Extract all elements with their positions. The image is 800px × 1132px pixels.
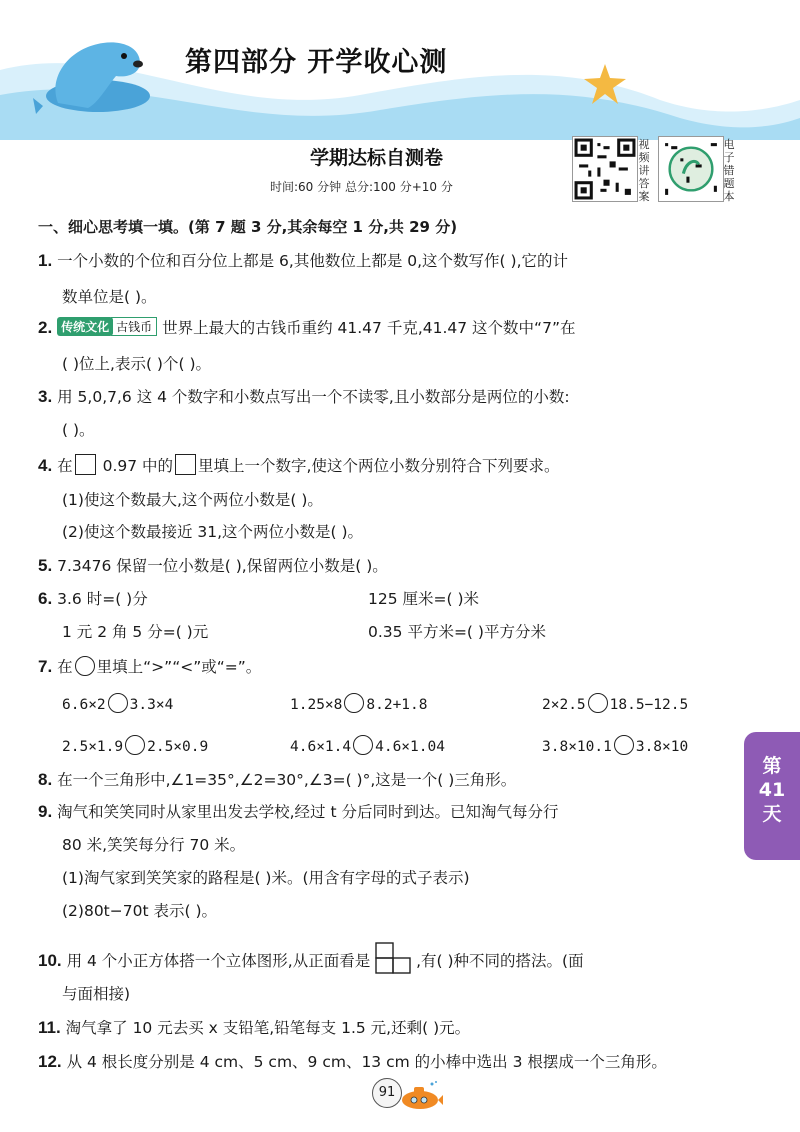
section-heading: 一、细心思考填一填。(第 7 题 3 分,其余每空 1 分,共 29 分) xyxy=(38,218,458,236)
question-9 xyxy=(38,800,559,822)
submarine-icon xyxy=(398,1080,444,1112)
question-text: 淘气拿了 10 元去买 x 支铅笔,铅笔每支 1.5 元,还剩( )元。 xyxy=(65,1019,471,1037)
question-9-line2: 80 米,笑笑每分行 70 米。 xyxy=(62,836,246,854)
compare-circle[interactable] xyxy=(125,735,145,755)
qr1-caption-char: 答 xyxy=(638,177,650,190)
compare-circle[interactable] xyxy=(614,735,634,755)
question-4 xyxy=(38,454,559,476)
question-text: 7.3476 保留一位小数是( ),保留两位小数是( )。 xyxy=(57,557,388,575)
compare-right: 3.8×10 xyxy=(635,739,689,755)
question-text: 淘气和笑笑同时从家里出发去学校,经过 t 分后同时到达。已知淘气每分行 xyxy=(57,803,559,821)
question-text: ,有( )种不同的搭法。(面 xyxy=(416,952,584,970)
qr1-caption-char: 频 xyxy=(638,151,650,164)
qr2-caption-char: 题 xyxy=(723,177,735,190)
day-side-tab xyxy=(744,732,800,860)
question-text: 世界上最大的古钱币重约 41.47 千克,41.47 这个数中“7”在 xyxy=(162,319,576,337)
qr2-caption-char: 电 xyxy=(723,138,735,151)
question-number: 2. xyxy=(38,318,53,337)
qr-code-video-answers[interactable] xyxy=(572,136,638,202)
qr2-caption-char: 本 xyxy=(723,190,735,203)
compare-circle[interactable] xyxy=(344,693,364,713)
compare-left: 6.6×2 xyxy=(62,697,106,713)
question-9-sub1: (1)淘气家到笑笑家的路程是( )米。(用含有字母的式子表示) xyxy=(62,869,470,887)
question-number: 8. xyxy=(38,770,53,789)
qr1-caption-char: 讲 xyxy=(638,164,650,177)
qr1-caption-char: 视 xyxy=(638,138,650,151)
page-number: 91 xyxy=(372,1078,402,1108)
question-number: 6. xyxy=(38,589,53,608)
compare-right: 8.2+1.8 xyxy=(366,697,428,713)
compare-left: 2×2.5 xyxy=(542,697,586,713)
compare-item xyxy=(542,735,688,755)
side-tab-char: 41 xyxy=(758,779,786,801)
side-tab-char: 第 xyxy=(762,755,782,777)
question-number: 7. xyxy=(38,657,53,676)
compare-right: 4.6×1.04 xyxy=(375,739,445,755)
question-12 xyxy=(38,1050,667,1072)
question-8 xyxy=(38,768,516,790)
question-6-b: 125 厘米=( )米 xyxy=(368,590,480,608)
compare-left: 1.25×8 xyxy=(290,697,343,713)
compare-item xyxy=(62,693,173,713)
compare-right: 3.3×4 xyxy=(129,697,174,713)
question-text: 一个小数的个位和百分位上都是 6,其他数位上都是 0,这个数写作( ),它的计 xyxy=(57,252,569,270)
question-4-sub2: (2)使这个数最接近 31,这个两位小数是( )。 xyxy=(62,523,364,541)
culture-tag: 传统文化 xyxy=(57,317,113,336)
compare-left: 3.8×10.1 xyxy=(542,739,612,755)
question-number: 9. xyxy=(38,802,53,821)
question-text: 在 xyxy=(57,457,73,475)
compare-circle xyxy=(75,656,95,676)
coin-tag: 古钱币 xyxy=(111,317,157,336)
compare-right: 2.5×0.9 xyxy=(147,739,209,755)
question-number: 5. xyxy=(38,556,53,575)
question-text: 0.97 中的 xyxy=(102,457,174,475)
question-1 xyxy=(38,249,568,271)
question-text: 在一个三角形中,∠1=35°,∠2=30°,∠3=( )°,这是一个( )三角形。 xyxy=(57,771,517,789)
question-number: 11. xyxy=(38,1018,61,1037)
compare-item xyxy=(542,693,688,713)
question-number: 1. xyxy=(38,251,53,270)
qr-code-error-book[interactable] xyxy=(658,136,724,202)
side-tab-char: 天 xyxy=(762,803,782,825)
compare-circle[interactable] xyxy=(353,735,373,755)
answer-box[interactable] xyxy=(75,454,96,475)
question-11 xyxy=(38,1016,470,1038)
question-1-line2: 数单位是( )。 xyxy=(62,288,157,306)
question-7 xyxy=(38,655,261,677)
compare-right: 18.5−12.5 xyxy=(609,697,689,713)
compare-circle[interactable] xyxy=(108,693,128,713)
question-10 xyxy=(38,942,584,974)
question-5 xyxy=(38,554,388,576)
banner-title: 第四部分 开学收心测 xyxy=(185,47,448,78)
question-3-line2: ( )。 xyxy=(62,421,95,439)
question-10-line2: 与面相接) xyxy=(62,985,131,1003)
front-view-figure xyxy=(375,942,411,974)
qr1-caption-char: 案 xyxy=(638,190,650,203)
starfish-icon xyxy=(582,62,628,106)
question-2-line2: ( )位上,表示( )个( )。 xyxy=(62,355,211,373)
compare-item xyxy=(62,735,208,755)
qr2-caption-char: 错 xyxy=(723,164,735,177)
compare-left: 2.5×1.9 xyxy=(62,739,124,755)
question-text: 里填上“>”“<”或“=”。 xyxy=(96,658,262,676)
compare-item xyxy=(290,693,428,713)
compare-item xyxy=(290,735,445,755)
question-number: 12. xyxy=(38,1052,62,1071)
seal-mascot-icon xyxy=(28,18,158,118)
question-text: 用 5,0,7,6 这 4 个数字和小数点写出一个不读零,且小数部分是两位的小数: xyxy=(57,388,570,406)
answer-box[interactable] xyxy=(175,454,196,475)
question-text: 用 4 个小正方体搭一个立体图形,从正面看是 xyxy=(66,952,371,970)
question-number: 10. xyxy=(38,951,62,970)
question-6 xyxy=(38,587,148,609)
exam-meta: 时间:60 分钟 总分:100 分+10 分 xyxy=(270,180,453,194)
qr2-caption-char: 子 xyxy=(723,151,735,164)
question-4-sub1: (1)使这个数最大,这个两位小数是( )。 xyxy=(62,491,323,509)
question-number: 4. xyxy=(38,456,53,475)
question-text: 3.6 时=( )分 xyxy=(57,590,148,608)
question-number: 3. xyxy=(38,387,53,406)
question-text: 从 4 根长度分别是 4 cm、5 cm、9 cm、13 cm 的小棒中选出 3 根摆成一个三角形。 xyxy=(66,1053,667,1071)
question-9-sub2: (2)80t−70t 表示( )。 xyxy=(62,902,217,920)
question-6-d: 0.35 平方米=( )平方分米 xyxy=(368,623,546,641)
question-3 xyxy=(38,385,570,407)
question-6-c: 1 元 2 角 5 分=( )元 xyxy=(62,623,209,641)
question-text: 里填上一个数字,使这个两位小数分别符合下列要求。 xyxy=(198,457,560,475)
compare-circle[interactable] xyxy=(588,693,608,713)
question-2 xyxy=(38,316,575,338)
question-text: 在 xyxy=(57,658,73,676)
compare-left: 4.6×1.4 xyxy=(290,739,352,755)
paper-title: 学期达标自测卷 xyxy=(310,147,444,169)
